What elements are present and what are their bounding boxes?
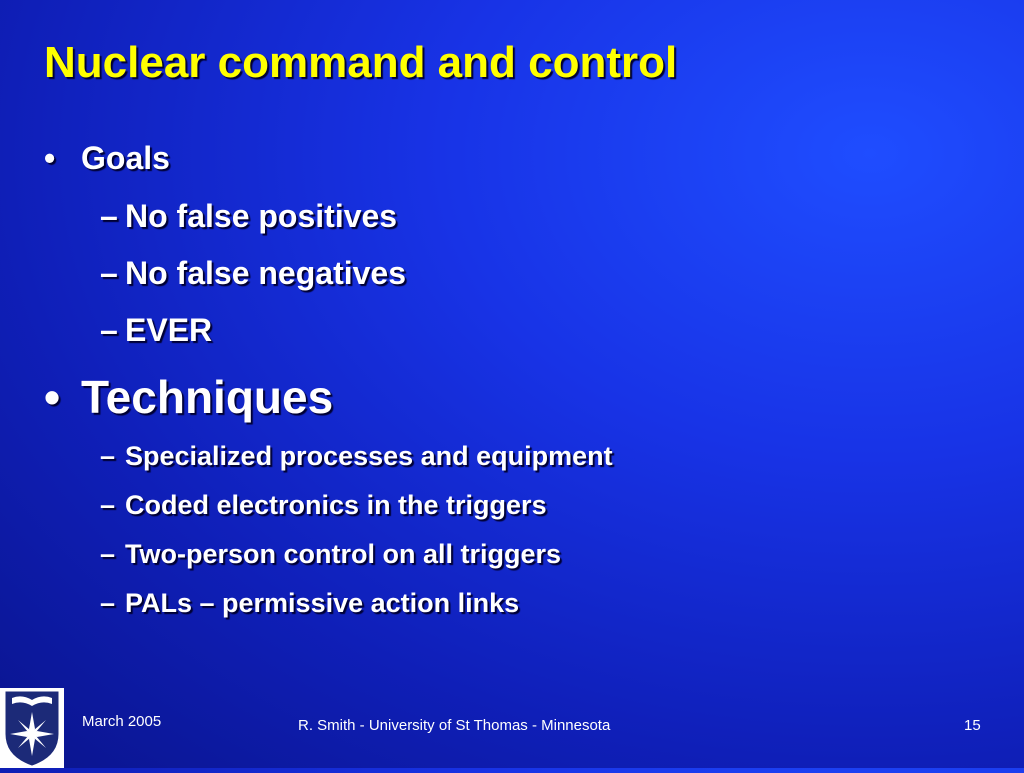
page-number: 15 xyxy=(964,717,981,734)
university-shield-star-icon xyxy=(0,688,64,768)
sub-bullet-label: No false positives xyxy=(125,198,398,234)
bullet-goals xyxy=(44,140,170,177)
bullet-label: Techniques xyxy=(81,371,334,423)
sub-bullet-label: EVER xyxy=(125,312,213,348)
bullet-label: Goals xyxy=(81,140,170,176)
sub-bullet xyxy=(100,588,519,619)
slide-title: Nuclear command and control xyxy=(44,38,678,87)
dash-icon: – xyxy=(100,588,116,618)
bullet-techniques xyxy=(44,370,333,424)
sub-bullet-label: Specialized processes and equipment xyxy=(125,441,613,471)
sub-bullet xyxy=(100,312,212,349)
dash-icon: – xyxy=(100,255,118,291)
footer-author: R. Smith - University of St Thomas - Minnesota xyxy=(298,717,611,734)
sub-bullet-label: Two-person control on all triggers xyxy=(125,539,562,569)
dash-icon: – xyxy=(100,539,116,569)
bullet-icon: • xyxy=(44,371,61,423)
sub-bullet-label: No false negatives xyxy=(125,255,406,291)
dash-icon: – xyxy=(100,312,118,348)
sub-bullet xyxy=(100,539,561,570)
sub-bullet xyxy=(100,255,406,292)
dash-icon: – xyxy=(100,198,118,234)
slide-footer xyxy=(0,688,1024,768)
sub-bullet xyxy=(100,490,547,521)
bullet-icon: • xyxy=(44,140,56,176)
footer-date: March 2005 xyxy=(82,713,162,730)
sub-bullet xyxy=(100,441,613,472)
sub-bullet-label: PALs – permissive action links xyxy=(125,588,520,618)
dash-icon: – xyxy=(100,441,116,471)
sub-bullet-label: Coded electronics in the triggers xyxy=(125,490,547,520)
dash-icon: – xyxy=(100,490,116,520)
sub-bullet xyxy=(100,198,397,235)
